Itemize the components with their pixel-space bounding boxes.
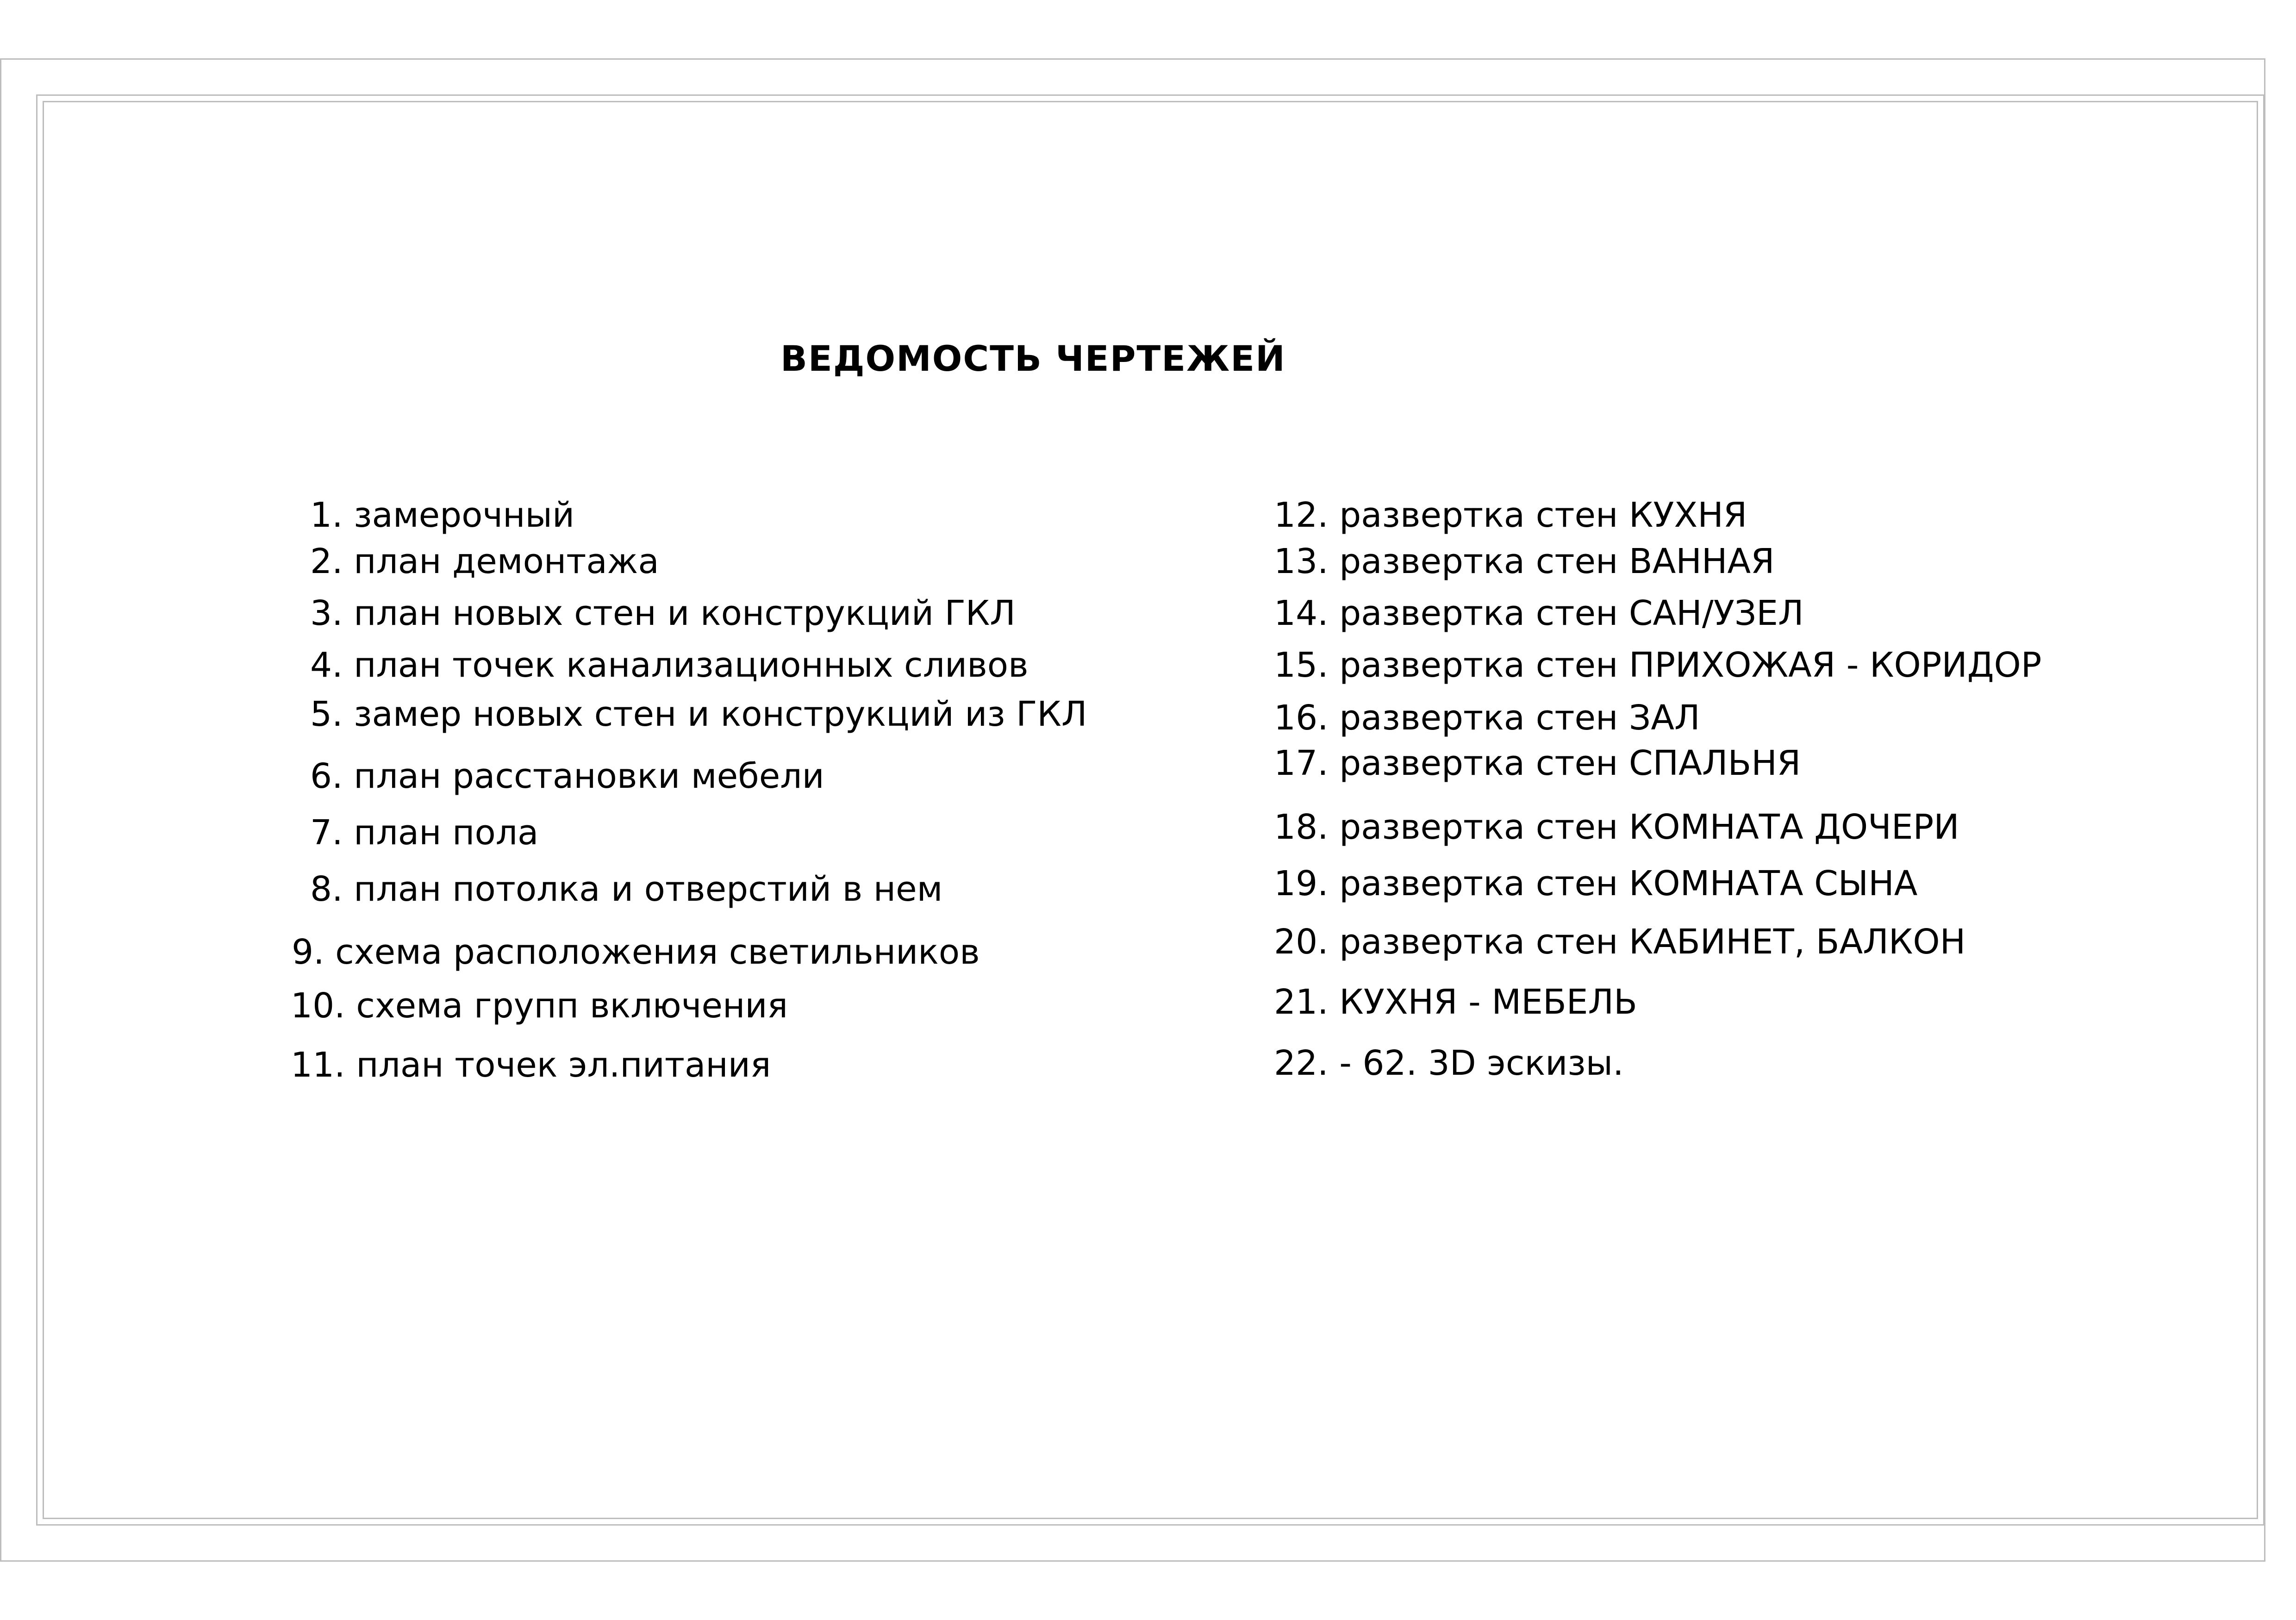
drawing-list-item: 13. развертка стен ВАННАЯ bbox=[1274, 542, 1775, 581]
drawing-list-item: 10. схема групп включения bbox=[291, 986, 788, 1026]
drawing-list-item: 17. развертка стен СПАЛЬНЯ bbox=[1274, 743, 1801, 783]
drawing-list-item: 18. развертка стен КОМНАТА ДОЧЕРИ bbox=[1274, 807, 1959, 847]
drawing-list-item: 2. план демонтажа bbox=[310, 542, 659, 581]
drawing-list-item: 20. развертка стен КАБИНЕТ, БАЛКОН bbox=[1274, 922, 1966, 962]
drawing-list-item: 14. развертка стен САН/УЗЕЛ bbox=[1274, 593, 1804, 633]
drawing-list-item: 4. план точек канализационных сливов bbox=[310, 645, 1029, 685]
drawing-list-item: 6. план расстановки мебели bbox=[310, 756, 824, 796]
drawing-list-item: 11. план точек эл.питания bbox=[291, 1045, 771, 1085]
drawing-list-item: 3. план новых стен и конструкций ГКЛ bbox=[310, 593, 1016, 633]
drawing-list-item: 16. развертка стен ЗАЛ bbox=[1274, 698, 1700, 738]
drawing-list-item: 7. план пола bbox=[310, 813, 539, 853]
drawing-list-item: 21. КУХНЯ - МЕБЕЛЬ bbox=[1274, 982, 1637, 1022]
drawing-list-item: 8. план потолка и отверстий в нем bbox=[310, 869, 943, 909]
drawing-list-item: 19. развертка стен КОМНАТА СЫНА bbox=[1274, 864, 1918, 903]
drawing-list-item: 5. замер новых стен и конструкций из ГКЛ bbox=[310, 694, 1087, 734]
sheet-title: ВЕДОМОСТЬ ЧЕРТЕЖЕЙ bbox=[780, 338, 1286, 379]
drawing-list-item: 9. схема расположения светильников bbox=[292, 932, 980, 972]
drawing-list-item: 15. развертка стен ПРИХОЖАЯ - КОРИДОР bbox=[1274, 645, 2042, 685]
drawing-list-item: 1. замерочный bbox=[310, 495, 575, 535]
drawing-list-item: 22. - 62. 3D эскизы. bbox=[1274, 1043, 1624, 1083]
drawing-list-item: 12. развертка стен КУХНЯ bbox=[1274, 495, 1747, 535]
